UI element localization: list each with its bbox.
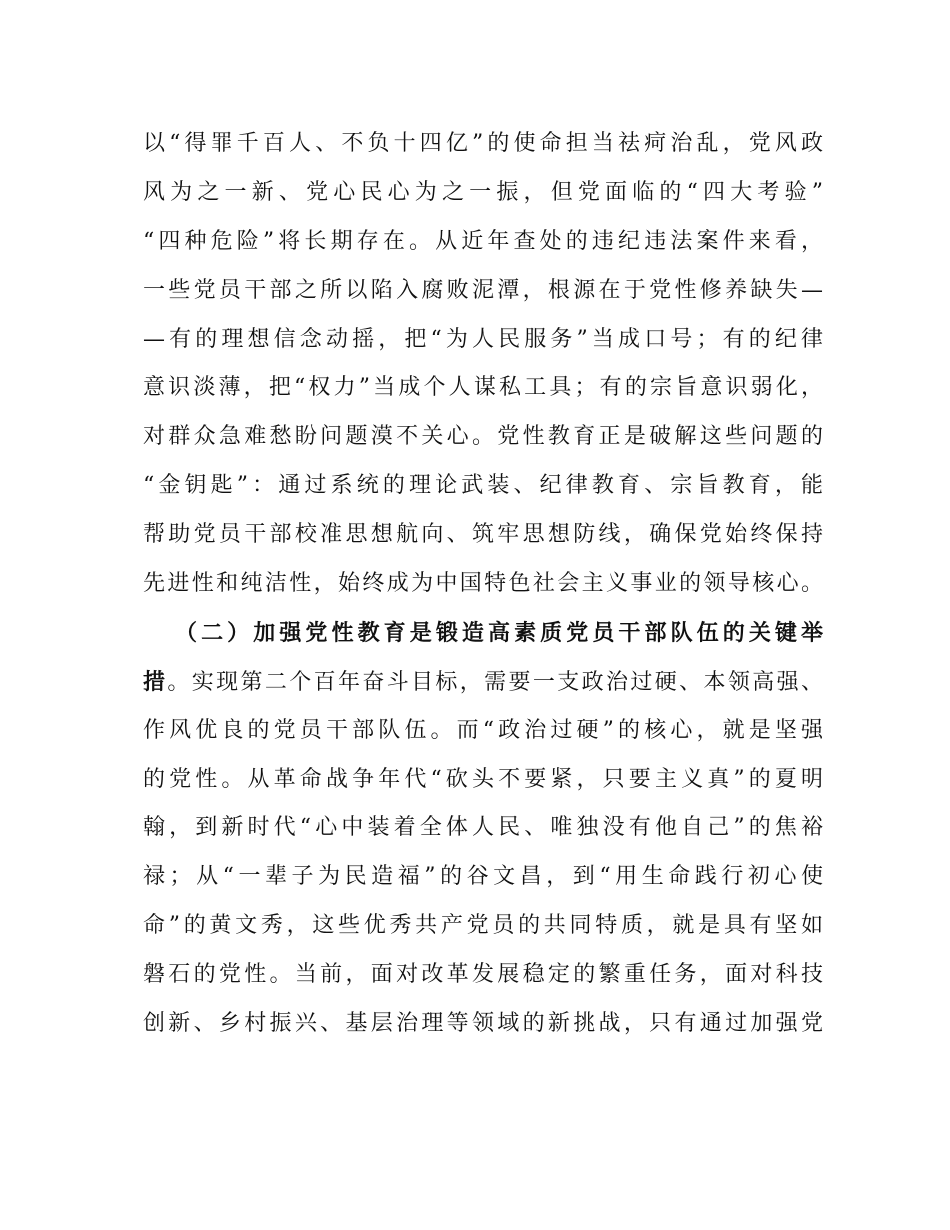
- text-line: [143, 658, 823, 707]
- text-line: 禄；从“一辈子为民造福”的谷文昌，到“用生命践行初心使: [143, 864, 823, 890]
- text-line: 风为之一新、党心民心为之一振，但党面临的“四大考验”: [143, 179, 823, 205]
- text-line: 对群众急难愁盼问题漠不关心。党性教育正是破解这些问题的: [143, 424, 823, 450]
- text-line: 翰，到新时代“心中装着全体人民、唯独没有他自己”的焦裕: [143, 815, 823, 841]
- text-line: 一些党员干部之所以陷入腐败泥潭，根源在于党性修养缺失—: [143, 277, 823, 303]
- text-line: “四种危险”将长期存在。从近年查处的违纪违法案件来看，: [143, 228, 823, 254]
- text-line: 以“得罪千百人、不负十四亿”的使命担当祛疴治乱，党风政: [143, 131, 823, 156]
- paragraph-1: [143, 120, 823, 609]
- text-line: 帮助党员干部校准思想航向、筑牢思想防线，确保党始终保持: [143, 522, 823, 548]
- paragraph-2: [143, 609, 823, 1049]
- text-line: “金钥匙”：通过系统的理论武装、纪律教育、宗旨教育，能: [143, 473, 823, 499]
- section-heading-tail: 措: [143, 668, 168, 695]
- text-line: —有的理想信念动摇，把“为人民服务”当成口号；有的纪律: [143, 326, 823, 352]
- text-line-rest: 。实现第二个百年奋斗目标，需要一支政治过硬、本领高强、: [167, 669, 823, 695]
- document-body: [143, 120, 823, 1049]
- text-line: 命”的黄文秀，这些优秀共产党员的共同特质，就是具有坚如: [143, 913, 823, 939]
- text-line: 磐石的党性。当前，面对改革发展稳定的繁重任务，面对科技: [143, 962, 823, 988]
- text-line: 作风优良的党员干部队伍。而“政治过硬”的核心，就是坚强: [143, 717, 823, 743]
- text-line: 先进性和纯洁性，始终成为中国特色社会主义事业的领导核心。: [143, 571, 823, 597]
- section-heading: （二）加强党性教育是锻造高素质党员干部队伍的关键举: [175, 619, 823, 646]
- text-line: 创新、乡村振兴、基层治理等领域的新挑战，只有通过加强党: [143, 1011, 823, 1037]
- text-line: 意识淡薄，把“权力”当成个人谋私工具；有的宗旨意识弱化，: [143, 375, 823, 401]
- text-line: 的党性。从革命战争年代“砍头不要紧，只要主义真”的夏明: [143, 766, 823, 792]
